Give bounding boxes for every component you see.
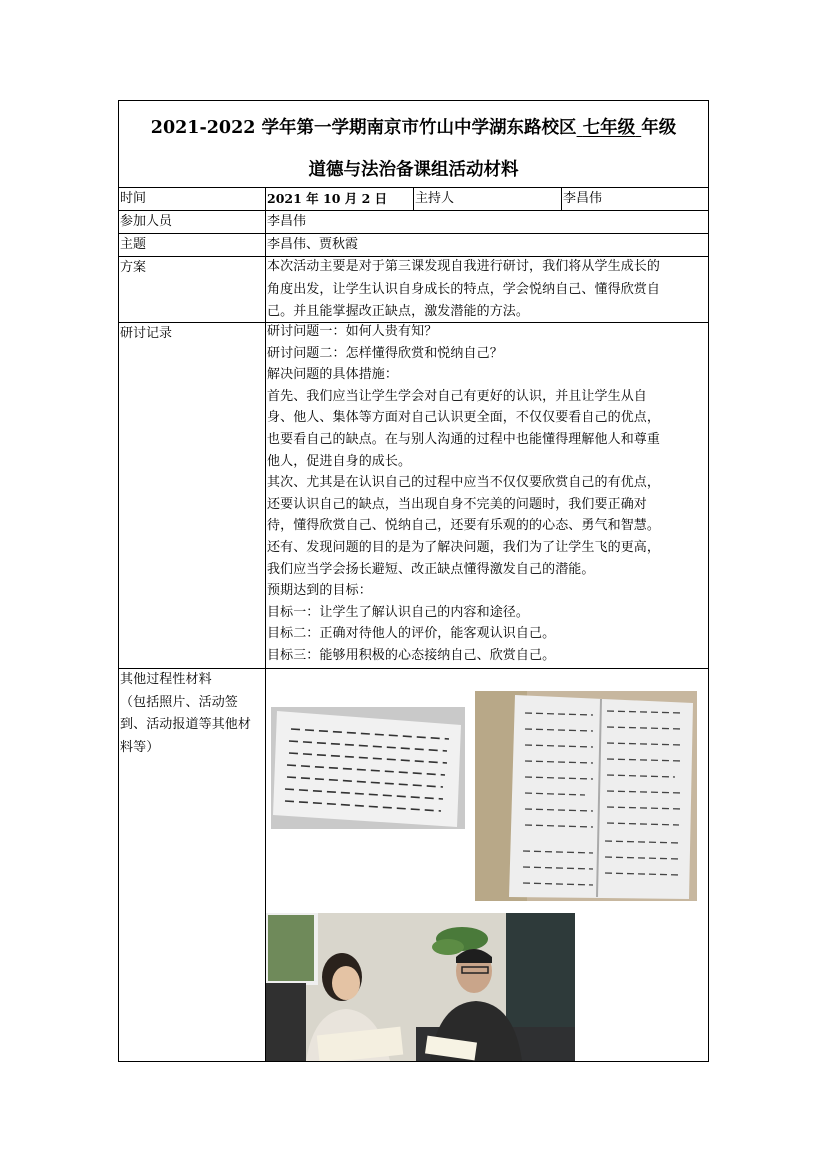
discussion-line: 研讨问题二：怎样懂得欣赏和悦纳自己？ — [267, 345, 503, 361]
plan-label: 方案 — [120, 260, 147, 275]
plan-text — [267, 256, 709, 324]
discussion-line: 还要认识自己的缺点，当出现自身不完美的问题时，我们要正确对 — [267, 496, 647, 512]
discussion-line: 研讨问题一：如何人贵有知？ — [267, 324, 438, 339]
discussion-line: 待，懂得欣赏自己、悦纳自己，还要有乐观的的心态、勇气和智慧。 — [267, 518, 661, 534]
notebook-photo — [475, 691, 697, 901]
materials-label — [120, 669, 264, 759]
discussion-label: 研讨记录 — [120, 326, 173, 341]
plan-line: 己。并且能掌握改正缺点，激发潜能的方法。 — [267, 304, 530, 319]
materials-label-line: 到、活动报道等其他材 — [120, 717, 252, 732]
discussion-line: 其次、尤其是在认识自己的过程中应当不仅仅要欣赏自己的有优点， — [267, 475, 661, 491]
meeting-photo — [266, 913, 575, 1061]
materials-label-line: （包括照片、活动签 — [120, 694, 238, 710]
title-grade-suffix: 年级 — [641, 118, 677, 138]
plan-line: 角度出发，让学生认识自身成长的特点，学会悦纳自己、懂得欣赏自 — [267, 281, 661, 297]
discussion-line: 身、他人、集体等方面对自己认识更全面，不仅仅要看自己的优点， — [267, 410, 661, 426]
activity-record-table — [118, 100, 709, 1062]
title-school: 2021-2022 学年第一学期南京市竹山中学湖东路校区 — [150, 118, 577, 138]
topic-value: 李昌伟、贾秋霞 — [267, 237, 359, 252]
discussion-line: 首先、我们应当让学生学会对自己有更好的认识，并且让学生从自 — [267, 388, 647, 404]
time-value: 2021 年 10 月 2 日 — [267, 191, 388, 206]
title-grade: 七年级 — [582, 118, 636, 138]
discussion-line: 目标一：让学生了解认识自己的内容和途径。 — [267, 604, 530, 620]
column-divider — [413, 187, 414, 210]
topic-label: 主题 — [120, 237, 147, 252]
discussion-line: 也要看自己的缺点。在与别人沟通的过程中也能懂得理解他人和尊重 — [267, 431, 661, 447]
discussion-line: 目标三：能够用积极的心态接纳自己、欣赏自己。 — [267, 647, 556, 663]
materials-label-line: 其他过程性材料 — [120, 672, 212, 687]
host-value: 李昌伟 — [563, 191, 603, 206]
worksheet-photo-1 — [271, 707, 465, 829]
discussion-line: 解决问题的具体措施： — [267, 367, 399, 383]
plan-line: 本次活动主要是对于第三课发现自我进行研讨，我们将从学生成长的 — [267, 259, 661, 274]
discussion-text — [267, 321, 709, 667]
discussion-line: 还有、发现问题的目的是为了解决问题，我们为了让学生飞的更高， — [267, 539, 661, 555]
document-title — [119, 114, 708, 139]
discussion-line: 他人，促进自身的成长。 — [267, 453, 412, 469]
host-label: 主持人 — [415, 191, 455, 206]
participants-label: 参加人员 — [120, 214, 173, 229]
document-header — [119, 101, 708, 188]
participants-value: 李昌伟 — [267, 214, 307, 229]
discussion-line: 目标二：正确对待他人的评价，能客观认识自己。 — [267, 626, 556, 642]
column-divider — [561, 187, 562, 210]
discussion-line: 预期达到的目标： — [267, 583, 372, 599]
time-label: 时间 — [120, 191, 147, 206]
discussion-line: 我们应当学会扬长避短、改正缺点懂得激发自己的潜能。 — [267, 561, 595, 577]
materials-label-line: 料等） — [120, 739, 160, 755]
document-subtitle: 道德与法治备课组活动材料 — [308, 160, 519, 180]
